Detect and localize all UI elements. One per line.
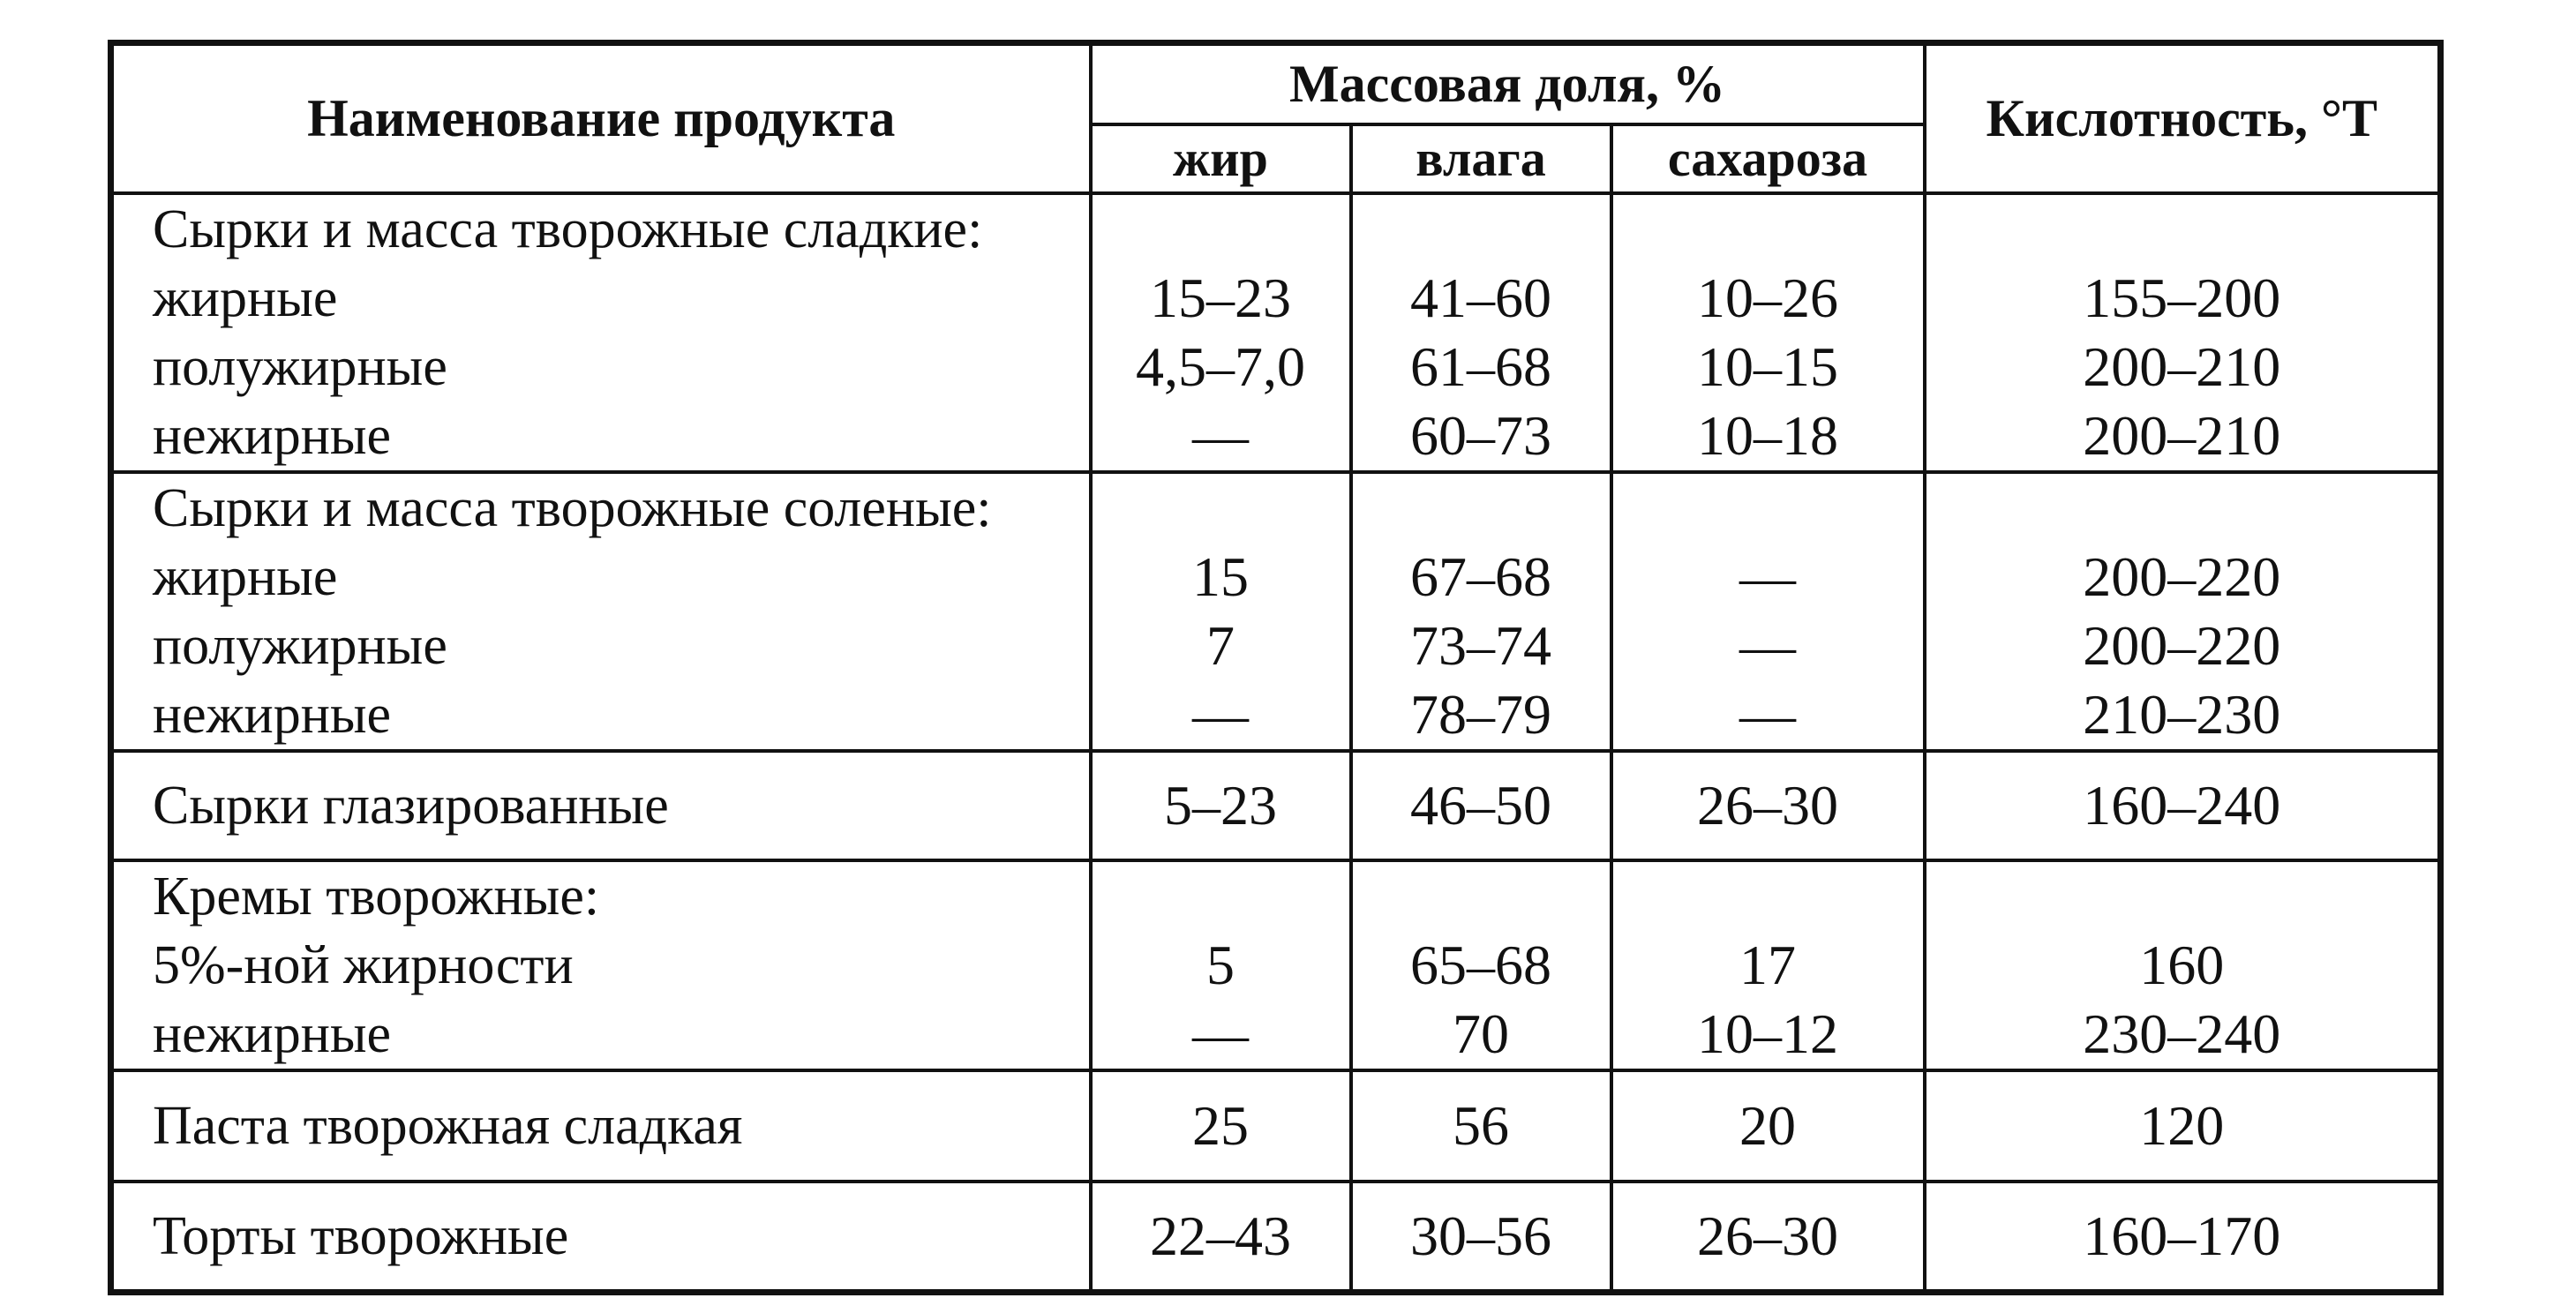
moisture-value: 46–50 (1351, 751, 1611, 860)
moisture-cell (1351, 193, 1611, 472)
product-name: 5%-ной жирности (153, 934, 574, 995)
product-name-cell (111, 860, 1091, 1070)
fat-value: 5 (1206, 933, 1235, 996)
moisture-value: 30–56 (1351, 1182, 1611, 1293)
moisture-cell (1351, 472, 1611, 751)
acidity-value: 200–220 (2083, 544, 2281, 608)
product-name: Паста творожная сладкая (111, 1070, 1091, 1182)
product-name: Сырки глазированные (111, 751, 1091, 860)
sucrose-value: — (1739, 682, 1796, 746)
fat-value: 15–23 (1150, 266, 1291, 329)
header-mass-fraction: Массовая доля, % (1091, 43, 1925, 124)
sucrose-value: — (1739, 613, 1796, 677)
product-name: жирные (153, 267, 338, 328)
moisture-value: 67–68 (1410, 544, 1551, 608)
acidity-cell (1925, 472, 2441, 751)
moisture-value: 78–79 (1410, 682, 1551, 746)
header-fat: жир (1091, 124, 1351, 193)
product-name: полужирные (153, 336, 447, 397)
fat-value: — (1192, 403, 1249, 467)
product-name: Торты творожные (111, 1182, 1091, 1293)
table-row (111, 751, 2441, 860)
acidity-value: 210–230 (2083, 682, 2281, 746)
sucrose-value: 26–30 (1611, 751, 1925, 860)
moisture-value: 61–68 (1410, 334, 1551, 398)
product-name: нежирные (153, 1003, 392, 1064)
group-title: Кремы творожные: (153, 866, 600, 927)
sucrose-value: — (1739, 544, 1796, 608)
fat-value: 22–43 (1091, 1182, 1351, 1293)
moisture-value: 56 (1351, 1070, 1611, 1182)
table-row (111, 1182, 2441, 1293)
moisture-value: 60–73 (1410, 403, 1551, 467)
sucrose-value: 10–26 (1697, 266, 1838, 329)
fat-value: 7 (1206, 613, 1235, 677)
sucrose-cell (1611, 472, 1925, 751)
acidity-value: 160–240 (1925, 751, 2441, 860)
fat-cell (1091, 193, 1351, 472)
fat-value: 5–23 (1091, 751, 1351, 860)
group-title: Сырки и масса творожные соленые: (153, 477, 992, 538)
sucrose-value: 26–30 (1611, 1182, 1925, 1293)
moisture-value: 41–60 (1410, 266, 1551, 329)
moisture-value: 65–68 (1410, 933, 1551, 996)
fat-value: — (1192, 682, 1249, 746)
table-row-group (111, 472, 2441, 751)
sucrose-value: 10–12 (1697, 1002, 1838, 1065)
header-moisture: влага (1351, 124, 1611, 193)
moisture-value: 73–74 (1410, 613, 1551, 677)
sucrose-value: 17 (1739, 933, 1796, 996)
fat-value: 25 (1091, 1070, 1351, 1182)
product-name-cell (111, 193, 1091, 472)
acidity-value: 200–210 (2083, 334, 2281, 398)
table-row-group (111, 193, 2441, 472)
header-product-name: Наименование продукта (111, 43, 1091, 193)
sucrose-value: 20 (1611, 1070, 1925, 1182)
product-name: полужирные (153, 615, 447, 676)
fat-value: 4,5–7,0 (1136, 334, 1305, 398)
acidity-value: 160 (2139, 933, 2225, 996)
product-name: нежирные (153, 405, 392, 466)
sucrose-cell (1611, 193, 1925, 472)
fat-value: 15 (1192, 544, 1249, 608)
acidity-value: 200–220 (2083, 613, 2281, 677)
fat-cell (1091, 860, 1351, 1070)
table-row-group (111, 860, 2441, 1070)
fat-value: — (1192, 1002, 1249, 1065)
sucrose-cell (1611, 860, 1925, 1070)
fat-cell (1091, 472, 1351, 751)
acidity-cell (1925, 860, 2441, 1070)
sucrose-value: 10–18 (1697, 403, 1838, 467)
header-sucrose: сахароза (1611, 124, 1925, 193)
composition-table (108, 40, 2444, 1295)
product-name: нежирные (153, 684, 392, 745)
acidity-value: 200–210 (2083, 403, 2281, 467)
acidity-value: 120 (1925, 1070, 2441, 1182)
moisture-cell (1351, 860, 1611, 1070)
header-acidity: Кислотность, °Т (1925, 43, 2441, 193)
product-name: жирные (153, 546, 338, 607)
group-title: Сырки и масса творожные сладкие: (153, 199, 983, 259)
acidity-cell (1925, 193, 2441, 472)
product-name-cell (111, 472, 1091, 751)
acidity-value: 230–240 (2083, 1002, 2281, 1065)
moisture-value: 70 (1453, 1002, 1509, 1065)
acidity-value: 160–170 (1925, 1182, 2441, 1293)
acidity-value: 155–200 (2083, 266, 2281, 329)
table-row (111, 1070, 2441, 1182)
sucrose-value: 10–15 (1697, 334, 1838, 398)
